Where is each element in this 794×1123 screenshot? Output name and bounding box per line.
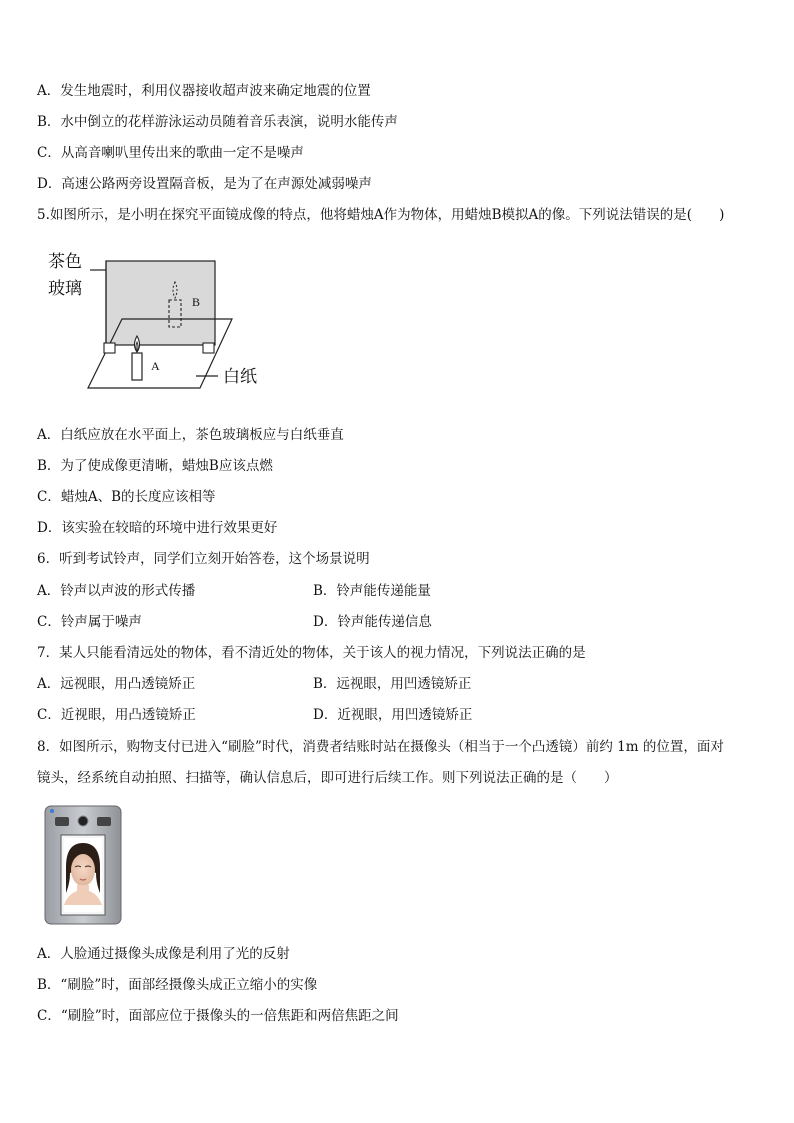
candle-a-flame — [135, 336, 140, 352]
q6-option-b: B．铃声能传递能量 — [313, 583, 431, 599]
q6-option-d: D．铃声能传递信息 — [313, 614, 432, 630]
candle-b-label: B — [192, 295, 201, 309]
q4-option-c: C．从高音喇叭里传出来的歌曲一定不是噪声 — [37, 145, 304, 161]
candle-a-label: A — [151, 359, 160, 373]
q5-option-a: A．白纸应放在水平面上，茶色玻璃板应与白纸垂直 — [37, 427, 344, 443]
face-scan-terminal-drawing — [44, 805, 122, 927]
q7-option-a: A．远视眼，用凸透镜矫正 — [37, 676, 196, 692]
q8-option-a: A．人脸通过摄像头成像是利用了光的反射 — [37, 946, 290, 962]
right-support-block — [203, 343, 214, 353]
sensor-window-left — [55, 817, 69, 826]
q5-option-b: B．为了使成像更清晰，蜡烛B应该点燃 — [37, 458, 273, 474]
q5-option-c: C．蜡烛A、B的长度应该相等 — [37, 489, 216, 505]
q4-option-b: B．水中倒立的花样游泳运动员随着音乐表演，说明水能传声 — [37, 114, 398, 130]
q8-option-c: C．“刷脸”时，面部应位于摄像头的一倍焦距和两倍焦距之间 — [37, 1008, 399, 1024]
q8-stem-line2: 镜头，经系统自动拍照、扫描等，确认信息后，即可进行后续工作。则下列说法正确的是（ ） — [37, 770, 618, 786]
glass-label-line1: 茶色 — [48, 252, 82, 272]
candle-a — [132, 353, 142, 380]
mirror-experiment-figure — [40, 248, 280, 398]
face-scan-terminal-figure — [44, 805, 122, 927]
glass-label-line2: 玻璃 — [48, 279, 82, 299]
q4-option-a: A．发生地震时，利用仪器接收超声波来确定地震的位置 — [37, 83, 371, 99]
q6-option-c: C．铃声属于噪声 — [37, 614, 142, 630]
q7-stem: 7．某人只能看清远处的物体，看不清近处的物体，关于该人的视力情况，下列说法正确的是 — [37, 645, 586, 661]
q7-option-c: C．近视眼，用凸透镜矫正 — [37, 707, 196, 723]
paper-label: 白纸 — [223, 367, 257, 387]
q5-option-d: D．该实验在较暗的环境中进行效果更好 — [37, 520, 278, 536]
brand-logo-icon — [50, 809, 54, 813]
left-support-block — [104, 343, 115, 353]
q7-option-d: D．近视眼，用凹透镜矫正 — [313, 707, 473, 723]
q4-option-d: D．高速公路两旁设置隔音板，是为了在声源处减弱噪声 — [37, 176, 372, 192]
q7-option-b: B．远视眼，用凹透镜矫正 — [313, 676, 472, 692]
q8-stem-line1: 8．如图所示，购物支付已进入“刷脸”时代，消费者结账时站在摄像头（相当于一个凸透镜）前约 1m 的位置，面对 — [37, 739, 724, 755]
q8-option-b: B．“刷脸”时，面部经摄像头成正立缩小的实像 — [37, 977, 318, 993]
q5-stem: 5.如图所示，是小明在探究平面镜成像的特点，他将蜡烛A作为物体，用蜡烛B模拟A的像。下列说法错误的是( ) — [37, 207, 725, 223]
q6-stem: 6．听到考试铃声，同学们立刻开始答卷，这个场景说明 — [37, 551, 370, 567]
camera-lens-icon — [78, 816, 88, 826]
sensor-window-right — [97, 817, 111, 826]
q6-option-a: A．铃声以声波的形式传播 — [37, 583, 196, 599]
face — [71, 854, 95, 886]
